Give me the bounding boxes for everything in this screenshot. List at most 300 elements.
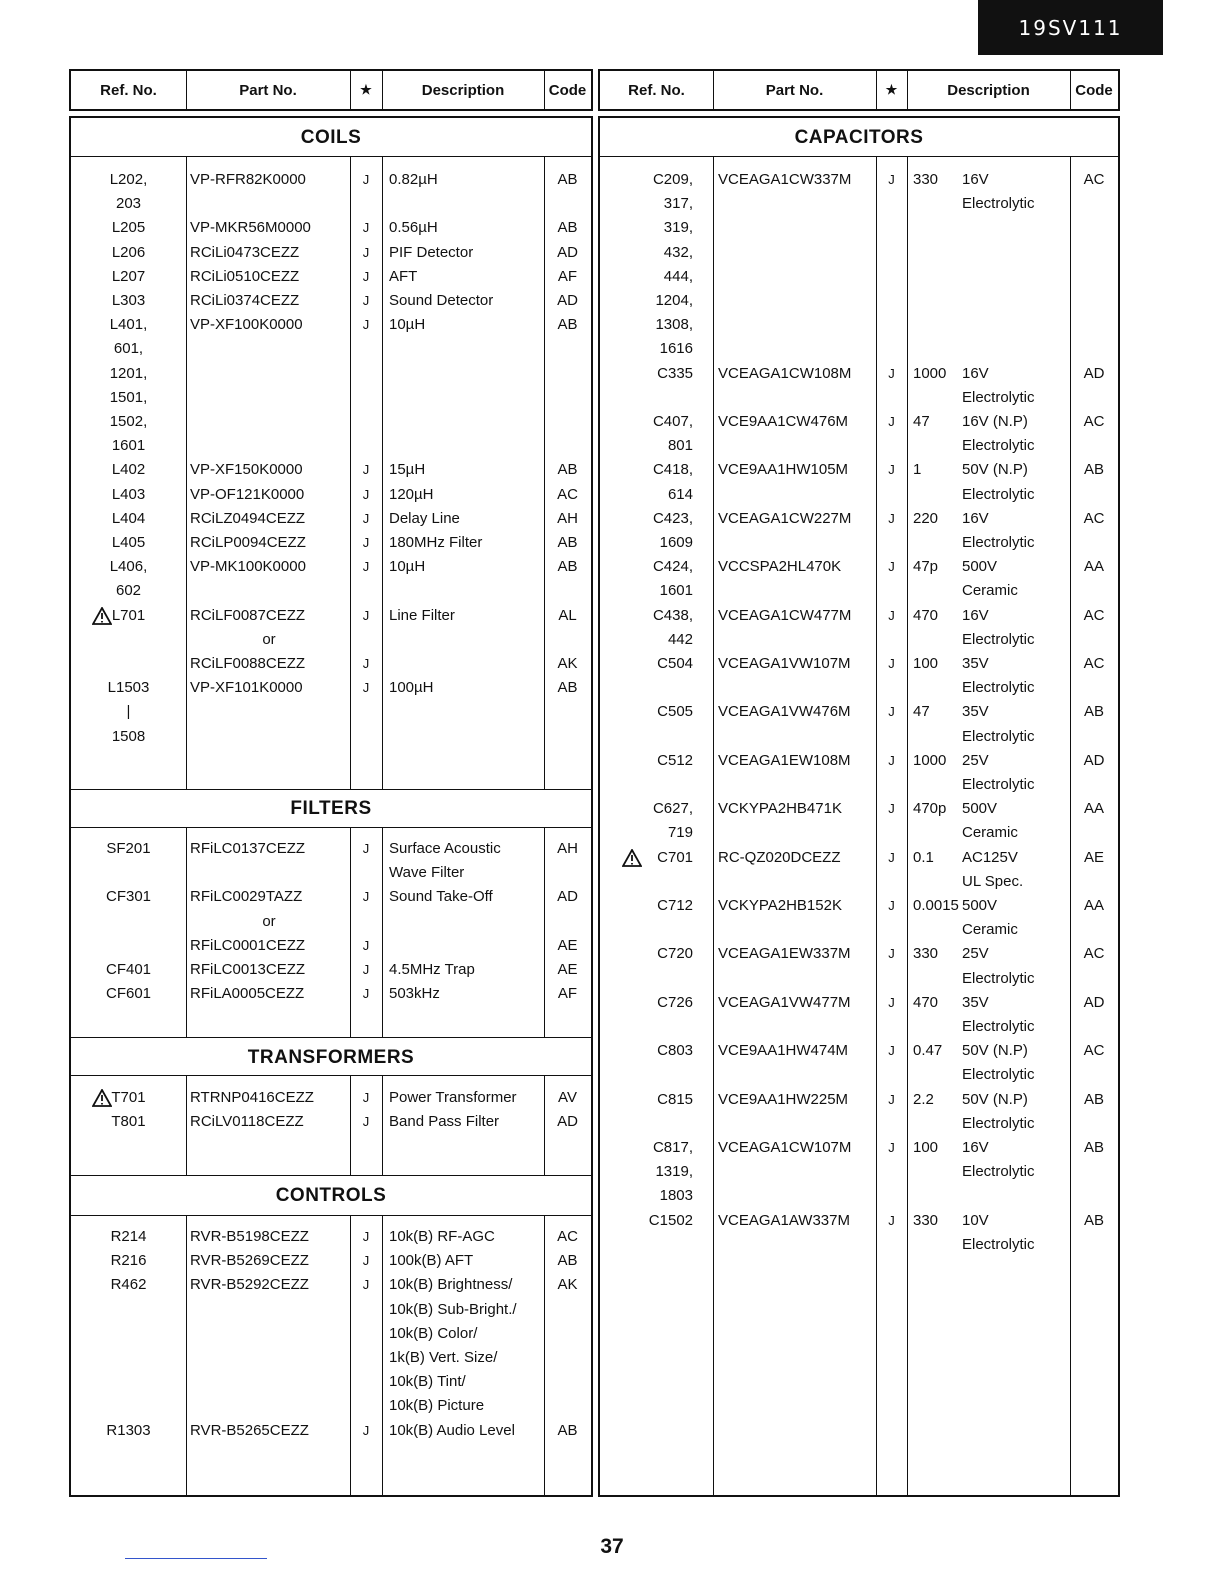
page-number: 37	[600, 1535, 624, 1558]
part-no: or	[262, 630, 276, 648]
description: 500V	[962, 800, 998, 818]
mark: J	[888, 801, 895, 817]
code: AK	[557, 1276, 578, 1294]
section-title-capacitors: CAPACITORS	[794, 127, 924, 148]
description: Band Pass Filter	[389, 1113, 500, 1131]
description: 10µH	[389, 316, 426, 334]
ref-no: 317,	[663, 195, 693, 213]
description: AFT	[389, 267, 418, 285]
ref-no: 801	[667, 437, 693, 455]
description: 10k(B) Color/	[389, 1324, 478, 1342]
ref-no: C815	[657, 1090, 693, 1108]
mark: J	[362, 462, 370, 478]
description: UL Spec.	[962, 872, 1024, 890]
ref-no: 1601	[659, 582, 693, 600]
code: AA	[1083, 897, 1104, 914]
capacitance-value: 47p	[913, 558, 939, 576]
ref-no: 1501,	[109, 388, 148, 406]
description: 10k(B) Sub-Bright./	[389, 1300, 517, 1318]
ref-no: L404	[111, 509, 146, 527]
column-divider	[186, 1075, 187, 1175]
mark: J	[888, 946, 895, 962]
ref-no: L403	[111, 485, 146, 503]
part-no: VCCSPA2HL470K	[718, 558, 842, 576]
code: AB	[557, 171, 578, 188]
ref-no: C407,	[652, 413, 693, 430]
part-no: VCE9AA1CW476M	[718, 413, 849, 430]
mark: J	[362, 889, 370, 905]
capacitance-value: 330	[913, 945, 939, 963]
capacitance-value: 470	[913, 993, 939, 1011]
description: Electrolytic	[962, 1114, 1035, 1132]
description: Electrolytic	[962, 534, 1035, 551]
code: AH	[557, 509, 578, 527]
part-no: VP-XF101K0000	[190, 679, 303, 697]
ref-no: 1308,	[655, 316, 693, 334]
mark: J	[888, 462, 895, 478]
description: 180MHz Filter	[389, 534, 483, 551]
header-part-no: Part No.	[765, 81, 824, 99]
part-no: RFiLC0137CEZZ	[190, 840, 306, 857]
description: 35V	[962, 993, 989, 1011]
description: 10k(B) Audio Level	[389, 1421, 515, 1439]
code: AB	[557, 558, 578, 576]
part-no: VP-MKR56M0000	[190, 219, 311, 237]
ref-no: C504	[657, 655, 693, 672]
ref-no: C505	[657, 703, 693, 721]
section-title-rule	[71, 827, 591, 828]
mark: J	[362, 1422, 370, 1438]
code: AD	[1083, 751, 1105, 769]
section-title-filters: FILTERS	[290, 798, 372, 819]
ref-no: 1609	[659, 534, 693, 551]
capacitance-value: 47	[913, 413, 930, 430]
description: 4.5MHz Trap	[389, 961, 475, 978]
mark: J	[888, 1091, 895, 1107]
part-no: RVR-B5269CEZZ	[190, 1252, 309, 1270]
code: AH	[557, 840, 578, 857]
ref-no: L207	[111, 267, 146, 285]
ref-no: C1502	[648, 1211, 693, 1229]
code: AB	[557, 1421, 578, 1439]
description: 500V	[962, 897, 998, 914]
right-header-row	[598, 69, 1120, 111]
description: 503kHz	[389, 985, 440, 1003]
header-part-no: Part No.	[239, 81, 297, 99]
capacitance-value: 1	[913, 461, 922, 479]
description: 16V	[962, 509, 989, 527]
description: Sound Detector	[389, 292, 494, 309]
part-no: VCE9AA1HW105M	[718, 461, 849, 479]
mark: J	[888, 172, 895, 187]
column-divider	[382, 156, 383, 789]
code: AB	[1083, 1211, 1104, 1229]
description: Line Filter	[389, 606, 455, 624]
header-code: Code	[548, 81, 587, 99]
ref-no: L405	[111, 534, 146, 551]
code: AC	[1083, 171, 1105, 188]
code: AC	[1083, 1042, 1105, 1060]
ref-no: L402	[111, 461, 146, 479]
part-no: VCE9AA1HW474M	[718, 1042, 849, 1060]
description: Sound Take-Off	[389, 888, 493, 906]
description: 15µH	[389, 461, 426, 479]
ref-no: C209,	[652, 171, 693, 188]
part-no: VP-RFR82K0000	[190, 171, 306, 188]
ref-no: R462	[110, 1276, 147, 1294]
code: AB	[557, 461, 578, 479]
mark: J	[362, 220, 370, 236]
code: AL	[558, 606, 577, 624]
part-no: RCiLF0087CEZZ	[190, 606, 306, 624]
description: Electrolytic	[962, 388, 1035, 406]
ref-no: L202,	[109, 171, 148, 188]
code: AA	[1083, 558, 1104, 576]
column-divider	[876, 156, 877, 1495]
ref-no: C512	[657, 751, 693, 769]
ref-no: 1201,	[109, 364, 148, 382]
description: 16V	[962, 171, 989, 188]
header-description: Description	[421, 81, 505, 99]
capacitance-value: 1000	[913, 751, 947, 769]
part-no: RCiLP0094CEZZ	[190, 534, 306, 551]
ref-no: L401,	[109, 316, 148, 334]
right-parts-table	[598, 116, 1120, 1497]
column-divider	[186, 156, 187, 789]
description: Electrolytic	[962, 437, 1035, 455]
mark: J	[362, 1114, 370, 1130]
column-divider	[713, 156, 714, 1495]
mark: J	[362, 1277, 370, 1293]
ref-no: L1503	[107, 679, 150, 697]
ref-no: CF301	[105, 888, 152, 906]
warning-triangle-icon	[92, 607, 112, 625]
part-no: RVR-B5198CEZZ	[190, 1228, 309, 1245]
mark: J	[362, 172, 370, 187]
ref-no: L206	[111, 243, 146, 261]
description: 50V (N.P)	[962, 1042, 1028, 1060]
description: Electrolytic	[962, 727, 1035, 745]
description: 100k(B) AFT	[389, 1252, 474, 1270]
ref-no: 1508	[111, 727, 146, 745]
description: Delay Line	[389, 509, 460, 527]
part-no: VCEAGA1VW477M	[718, 993, 851, 1011]
ref-no: 1204,	[655, 292, 693, 309]
code: AE	[557, 961, 578, 978]
capacitance-value: 0.47	[913, 1042, 943, 1060]
part-no: RVR-B5292CEZZ	[190, 1276, 309, 1294]
ref-no: C803	[657, 1042, 693, 1060]
code: AB	[557, 219, 578, 237]
ref-no: R1303	[106, 1421, 151, 1439]
part-no: VCEAGA1EW337M	[718, 945, 851, 963]
section-title-rule	[71, 1215, 591, 1216]
mark: J	[888, 559, 895, 575]
ref-no: C701	[657, 848, 693, 866]
header-code: Code	[1075, 81, 1113, 99]
description: Electrolytic	[962, 969, 1035, 987]
mark: J	[888, 1043, 895, 1059]
column-divider	[907, 156, 908, 1495]
description: 1k(B) Vert. Size/	[389, 1349, 498, 1366]
part-no: VCEAGA1CW227M	[718, 509, 852, 527]
description: Ceramic	[962, 582, 1018, 600]
description: Surface Acoustic	[389, 840, 501, 857]
description: Wave Filter	[389, 864, 465, 882]
code: AD	[557, 1113, 578, 1131]
ref-no: CF401	[105, 961, 152, 978]
code: AD	[557, 292, 578, 309]
code: AC	[557, 1228, 578, 1245]
description: 16V (N.P)	[962, 413, 1028, 430]
code: AC	[1083, 945, 1105, 963]
code: AB	[557, 1252, 578, 1270]
code: AD	[557, 243, 578, 261]
left-parts-table	[69, 116, 593, 1497]
part-no: RCiLi0473CEZZ	[190, 243, 300, 261]
part-no: RFiLC0001CEZZ	[190, 936, 306, 954]
description: 25V	[962, 751, 989, 769]
ref-no: SF201	[106, 840, 151, 857]
mark: J	[888, 365, 895, 381]
warning-triangle-icon	[622, 849, 642, 867]
part-no: RCiLZ0494CEZZ	[190, 509, 306, 527]
description: 16V	[962, 364, 989, 382]
ref-no: 602	[115, 582, 142, 600]
code: AB	[1083, 461, 1104, 479]
header-mark: ★	[360, 82, 372, 97]
part-no: VCEAGA1CW337M	[718, 171, 852, 188]
capacitance-value: 47	[913, 703, 930, 721]
part-no: RFiLC0013CEZZ	[190, 961, 306, 978]
ref-no: 1601	[111, 437, 146, 455]
description: Electrolytic	[962, 1163, 1035, 1181]
capacitance-value: 0.0015	[913, 897, 959, 914]
description: 10k(B) RF-AGC	[389, 1228, 495, 1245]
mark: J	[362, 559, 370, 575]
mark: J	[888, 704, 895, 720]
mark: J	[362, 607, 370, 623]
ref-no: 444,	[663, 267, 693, 285]
mark: J	[362, 510, 370, 526]
model-number: 19SV111	[978, 0, 1163, 55]
part-no: VCEAGA1EW108M	[718, 751, 851, 769]
part-no: VCKYPA2HB471K	[718, 800, 842, 818]
section-divider	[71, 789, 591, 790]
code: AE	[1083, 848, 1104, 866]
ref-no: L406,	[109, 558, 148, 576]
code: AF	[557, 267, 578, 285]
mark: J	[888, 1212, 895, 1228]
ref-no: 719	[667, 824, 693, 842]
ref-no: 1803	[659, 1187, 693, 1205]
ref-no: L205	[111, 219, 146, 237]
mark: J	[888, 414, 895, 429]
code: AB	[557, 534, 578, 551]
code: AB	[1083, 1090, 1104, 1108]
description: 10k(B) Picture	[389, 1397, 485, 1415]
mark: J	[888, 1140, 895, 1155]
footer-rule	[125, 1558, 267, 1559]
part-no: VCEAGA1CW107M	[718, 1139, 852, 1156]
mark: J	[362, 1253, 370, 1269]
description: 25V	[962, 945, 989, 963]
mark: J	[362, 486, 370, 502]
description: 35V	[962, 703, 989, 721]
mark: J	[888, 656, 895, 671]
mark: J	[362, 244, 370, 260]
part-no: RC-QZ020DCEZZ	[718, 848, 841, 866]
ref-no: 1502,	[109, 413, 148, 430]
description: PIF Detector	[389, 243, 474, 261]
description: 50V (N.P)	[962, 1090, 1028, 1108]
description: Electrolytic	[962, 195, 1035, 213]
code: AV	[558, 1089, 577, 1106]
description: 120µH	[389, 485, 434, 503]
header-ref-no: Ref. No.	[100, 81, 157, 99]
warning-triangle-icon	[92, 1089, 112, 1107]
code: AC	[1083, 509, 1105, 527]
description: 0.82µH	[389, 171, 438, 188]
code: AD	[557, 888, 578, 906]
column-divider	[186, 827, 187, 1037]
ref-no: C438,	[652, 606, 693, 624]
ref-no: R216	[110, 1252, 147, 1270]
ref-no: C335	[657, 364, 693, 382]
section-title-controls: CONTROLS	[275, 1185, 387, 1206]
capacitance-value: 0.1	[913, 848, 934, 866]
code: AD	[1083, 364, 1105, 382]
ref-no: C720	[657, 945, 693, 963]
part-no: VCE9AA1HW225M	[718, 1090, 849, 1108]
mark: J	[888, 752, 895, 768]
capacitance-value: 2.2	[913, 1090, 934, 1108]
mark: J	[362, 841, 370, 856]
code: AB	[1083, 1139, 1104, 1156]
description: 10V	[962, 1211, 989, 1229]
mark: J	[888, 510, 895, 526]
description: Electrolytic	[962, 1018, 1035, 1035]
description: 100µH	[389, 679, 434, 697]
section-title-coils: COILS	[300, 127, 362, 148]
header-mark: ★	[885, 82, 898, 97]
description: Electrolytic	[962, 1235, 1035, 1253]
part-no: VCEAGA1CW108M	[718, 364, 852, 382]
description: 10k(B) Brightness/	[389, 1276, 513, 1294]
part-no: VCEAGA1CW477M	[718, 606, 852, 624]
description: 10k(B) Tint/	[389, 1373, 466, 1391]
ref-no: C817,	[652, 1139, 693, 1156]
part-no: RCiLi0510CEZZ	[190, 267, 300, 285]
mark: J	[888, 849, 895, 865]
capacitance-value: 100	[913, 655, 939, 672]
description: Electrolytic	[962, 630, 1035, 648]
column-divider	[382, 1215, 383, 1495]
header-ref-no: Ref. No.	[628, 81, 685, 99]
ref-no: 1319,	[655, 1163, 693, 1181]
ref-no: C712	[657, 897, 693, 914]
description: 0.56µH	[389, 219, 438, 237]
part-no: RVR-B5265CEZZ	[190, 1421, 309, 1439]
mark: J	[362, 680, 370, 696]
description: Ceramic	[962, 921, 1018, 939]
part-no: RTRNP0416CEZZ	[190, 1089, 314, 1106]
mark: J	[362, 1229, 370, 1244]
ref-no: C418,	[652, 461, 693, 479]
description: Electrolytic	[962, 776, 1035, 793]
ref-no: CF601	[105, 985, 152, 1003]
capacitance-value: 220	[913, 509, 939, 527]
capacitance-value: 1000	[913, 364, 947, 382]
capacitance-value: 100	[913, 1139, 939, 1156]
description: 16V	[962, 1139, 989, 1156]
capacitance-value: 330	[913, 171, 939, 188]
ref-no: T801	[111, 1113, 146, 1131]
column-divider	[186, 1215, 187, 1495]
ref-no: C424,	[652, 558, 693, 576]
code: AC	[1083, 413, 1105, 430]
part-no: VP-XF100K0000	[190, 316, 303, 334]
ref-no: C423,	[652, 509, 693, 527]
description: 16V	[962, 606, 989, 624]
code: AC	[1083, 606, 1105, 624]
ref-no: 203	[115, 195, 142, 213]
capacitance-value: 470	[913, 606, 939, 624]
ref-no: C726	[657, 993, 693, 1011]
code: AK	[557, 655, 578, 672]
description: AC125V	[962, 848, 1018, 866]
description: 50V (N.P)	[962, 461, 1028, 479]
mark: J	[362, 293, 370, 308]
ref-no: 1616	[659, 340, 693, 358]
ref-no: L701	[111, 606, 146, 624]
left-header-row	[69, 69, 593, 111]
ref-no: 614	[667, 485, 693, 503]
part-no: VP-XF150K0000	[190, 461, 303, 479]
part-no: RCiLV0118CEZZ	[190, 1113, 304, 1131]
code: AB	[557, 316, 578, 334]
part-no: VCEAGA1AW337M	[718, 1211, 850, 1229]
ref-no: |	[126, 703, 131, 721]
mark: J	[888, 898, 895, 913]
code: AF	[557, 985, 578, 1003]
column-divider	[382, 1075, 383, 1175]
part-no: RFiLA0005CEZZ	[190, 985, 305, 1003]
part-no: RFiLC0029TAZZ	[190, 888, 303, 906]
header-description: Description	[947, 81, 1030, 99]
mark: J	[362, 1090, 370, 1105]
section-divider	[71, 1175, 591, 1176]
ref-no: R214	[110, 1228, 147, 1245]
code: AB	[557, 679, 578, 697]
description: 500V	[962, 558, 998, 576]
code: AB	[1083, 703, 1104, 721]
code: AA	[1083, 800, 1104, 818]
part-no: VP-OF121K0000	[190, 485, 305, 503]
code: AC	[557, 485, 578, 503]
mark: J	[362, 656, 370, 671]
mark: J	[362, 962, 370, 977]
mark: J	[362, 937, 370, 953]
description: Electrolytic	[962, 485, 1035, 503]
section-title-rule	[71, 156, 591, 157]
mark: J	[362, 268, 370, 284]
description: Ceramic	[962, 824, 1018, 842]
part-no: VCEAGA1VW107M	[718, 655, 851, 672]
part-no: VCEAGA1VW476M	[718, 703, 851, 721]
part-no: VP-MK100K0000	[190, 558, 306, 576]
description: Electrolytic	[962, 1066, 1035, 1084]
